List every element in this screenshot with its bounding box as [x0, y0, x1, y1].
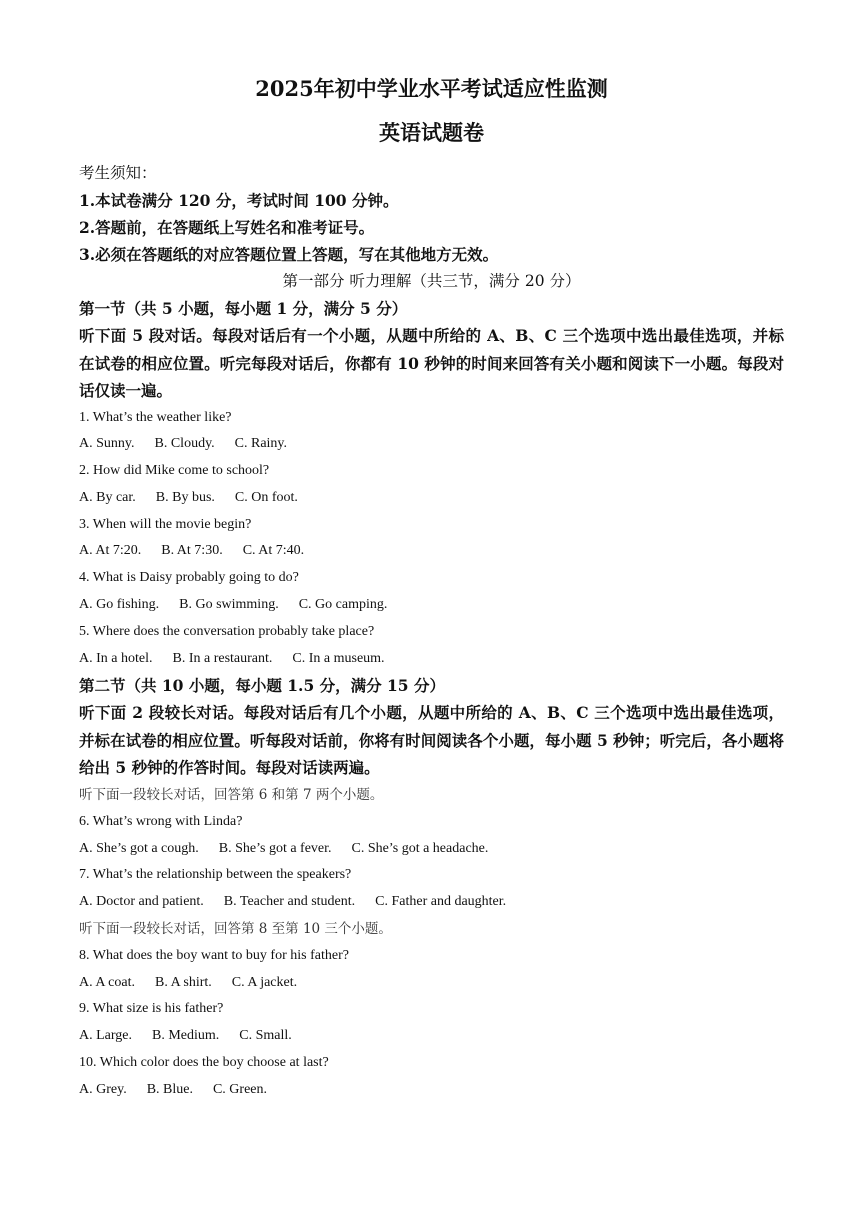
- option: A. At 7:20.: [79, 543, 142, 559]
- option: B. Cloudy.: [154, 436, 215, 452]
- option: B. She’s got a fever.: [218, 840, 332, 856]
- section2-instruction: 听下面 2 段较长对话。每段对话后有几个小题，从题中所给的 A、B、C 三个选项中选出最佳选项，并标在试卷的相应位置。听每段对话前，你将有时间阅读各个小题，每小题 5 秒钟；听完后，各小题将给出 5 秒钟的作答时间。每段对话读两遍。: [79, 703, 784, 778]
- question-2: 2. How did Mike come to school?: [79, 463, 270, 479]
- question-9: 9. What size is his father?: [79, 1001, 224, 1017]
- option: C. Small.: [239, 1028, 292, 1044]
- notes-header: 考生须知：: [79, 164, 157, 182]
- option: B. Teacher and student.: [223, 894, 356, 910]
- option: C. In a museum.: [292, 650, 385, 666]
- option: B. At 7:30.: [161, 543, 223, 559]
- option: A. Large.: [79, 1028, 132, 1044]
- question-5-options: [79, 646, 784, 673]
- question-9-options: [79, 1023, 784, 1050]
- exam-subtitle: 英语试题卷: [379, 120, 484, 145]
- note-item: 2.答题前，在答题纸上写姓名和准考证号。: [79, 218, 375, 237]
- option: A. A coat.: [79, 974, 135, 990]
- dialogue-hint-1: 听下面一段较长对话，回答第 6 和第 7 两个小题。: [79, 786, 384, 803]
- part1-title: 第一部分 听力理解（共三节，满分 20 分）: [282, 272, 581, 290]
- note-item: 3.必须在答题纸的对应答题位置上答题，写在其他地方无效。: [79, 245, 499, 264]
- option: A. She’s got a cough.: [79, 840, 199, 856]
- option: C. Green.: [212, 1081, 268, 1097]
- option: A. Go fishing.: [79, 597, 160, 613]
- option: C. Father and daughter.: [375, 894, 507, 910]
- option: C. On foot.: [234, 489, 298, 505]
- option: C. At 7:40.: [242, 543, 305, 559]
- option: B. Blue.: [146, 1081, 193, 1097]
- option: A. By car.: [79, 489, 136, 505]
- question-3-options: [79, 538, 784, 565]
- question-8: 8. What does the boy want to buy for his father?: [79, 947, 349, 963]
- option: B. Go swimming.: [179, 597, 279, 613]
- question-2-options: [79, 485, 784, 512]
- option: C. Go camping.: [298, 597, 388, 613]
- question-4: 4. What is Daisy probably going to do?: [79, 570, 299, 586]
- question-6-options: [79, 836, 784, 863]
- section1-title: 第一节（共 5 小题，每小题 1 分，满分 5 分）: [79, 299, 408, 318]
- question-1: 1. What’s the weather like?: [79, 409, 232, 425]
- question-7: 7. What’s the relationship between the speakers?: [79, 867, 352, 883]
- section1-instruction: 听下面 5 段对话。每段对话后有一个小题，从题中所给的 A、B、C 三个选项中选出最佳选项，并标在试卷的相应位置。听完每段对话后，你都有 10 秒钟的时间来回答有关小题和阅读下一小题。每段对话仅读一遍。: [79, 326, 784, 400]
- option: A. In a hotel.: [79, 650, 153, 666]
- option: C. She’s got a headache.: [351, 840, 489, 856]
- note-item: 1.本试卷满分 120 分，考试时间 100 分钟。: [79, 191, 399, 210]
- question-5: 5. Where does the conversation probably take place?: [79, 623, 375, 639]
- option: A. Sunny.: [79, 436, 135, 452]
- section2-title: 第二节（共 10 小题，每小题 1.5 分，满分 15 分）: [79, 676, 445, 696]
- option: A. Grey.: [79, 1081, 127, 1097]
- option: B. In a restaurant.: [172, 650, 273, 666]
- option: C. Rainy.: [234, 436, 288, 452]
- question-3: 3. When will the movie begin?: [79, 516, 252, 532]
- option: B. By bus.: [155, 489, 215, 505]
- option: A. Doctor and patient.: [79, 894, 204, 910]
- question-8-options: [79, 970, 784, 997]
- option: C. A jacket.: [231, 974, 298, 990]
- question-4-options: [79, 592, 784, 619]
- dialogue-hint-2: 听下面一段较长对话，回答第 8 至第 10 三个小题。: [79, 920, 392, 937]
- question-7-options: [79, 889, 784, 916]
- question-6: 6. What’s wrong with Linda?: [79, 813, 243, 829]
- question-10-options: [79, 1077, 784, 1104]
- question-10: 10. Which color does the boy choose at last?: [79, 1054, 329, 1070]
- option: B. A shirt.: [155, 974, 212, 990]
- option: B. Medium.: [152, 1028, 220, 1044]
- exam-title: 2025年初中学业水平考试适应性监测: [255, 76, 608, 101]
- question-1-options: [79, 431, 784, 458]
